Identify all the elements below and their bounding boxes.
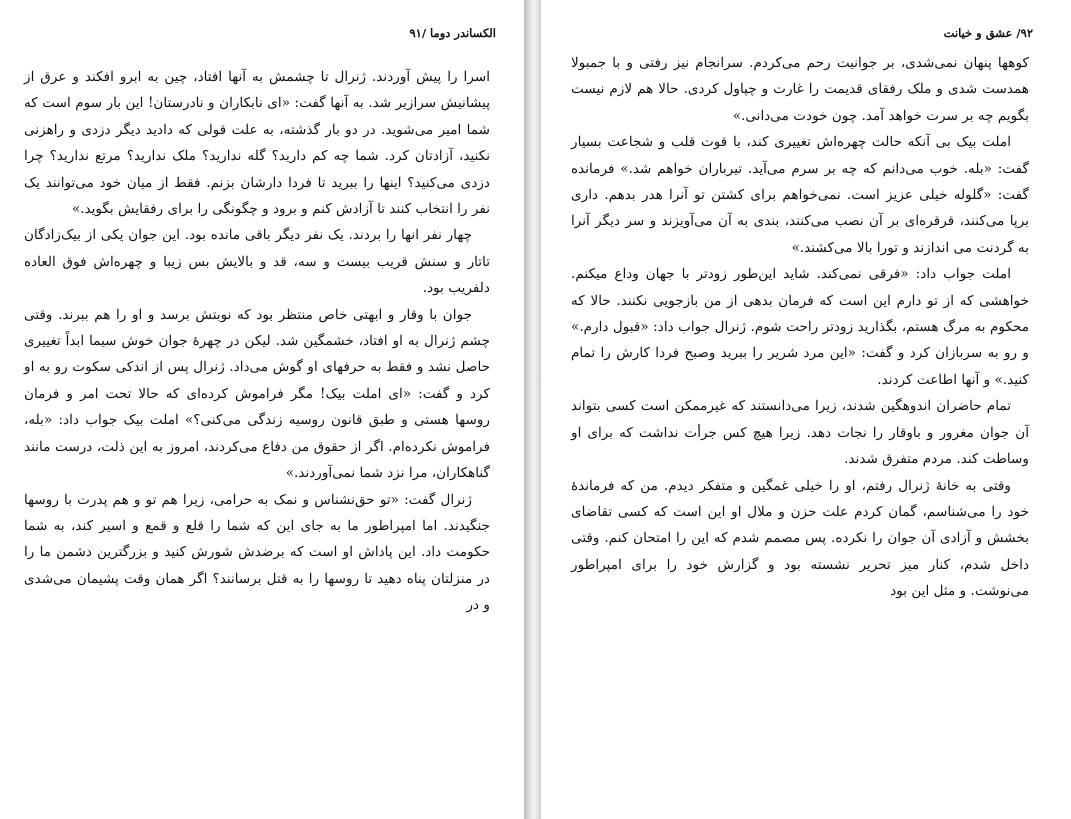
left-page-header: الکساندر دوما /۹۱ <box>409 26 496 40</box>
right-page <box>541 0 1071 819</box>
right-paragraph-2: املت بیک بی آنکه حالت چهره‌اش تغییری کند، با قوت قلب و شجاعت بسیار گفت: «بله. خوب می‌دانم که چه بر سرم می‌آید. تیرباران خواهم شد.» فرمانده گفت: «گلوله خیلی عزیز است. نمی‌خواهم برای کشتن تو آنرا هدر بدهم. داری برپا می‌کنند، قرقره‌ای بر آن نصب می‌کنند، بندی به آن می‌آویزند و سر دیگر آنرا به گردنت می اندازند و تورا بالا می‌کشند.» <box>571 134 1029 256</box>
right-page-body <box>571 50 1029 605</box>
left-page-body <box>24 64 490 619</box>
left-paragraph-2: چهار نفر انها را بردند. یک نفر دیگر باقی مانده بود. این جوان یکی از بیک‌زادگان تاتار و سنش قریب بیست و سه، قد و بالایش بس زیبا و چهره‌اش فوق العاده دلفریب بود. <box>24 227 490 297</box>
right-paragraph-1: کوهها پنهان نمی‌شدی، بر جوانیت رحم می‌کردم. سرانجام نیز رفتی و با جمبولا همدست شدی و ملک رفقای قدیمت را غارت و چپاول کردی. حالا هم لازم نیست بگویم چه بر سرت خواهد آمد. چون خودت می‌دانی.» <box>571 55 1029 124</box>
book-spine <box>524 0 541 819</box>
right-paragraph-5: وقتی به خانهٔ ژنرال رفتم، او را خیلی غمگین و متفکر دیدم. من که فرماندهٔ خود را می‌شناسم، گمان کردم علت حزن و ملال او این است که کسی تقاضای بخشش و آزادی آن جوان را نکرده. پس مصمم شدم که این را امتحان کنم. وقتی داخل شدم، کنار میز تحریر نشسته بود و گزارش خود را برای امپراطور می‌نوشت. و مثل این بود <box>571 477 1029 600</box>
left-paragraph-3: جوان با وقار و ابهتی خاص منتظر بود که نوبتش برسد و او را هم ببرند. وقتی چشم ژنرال به او افتاد، خشمگین شد. لیکن در چهرهٔ جوان خوش سیما ابداً تغییری حاصل نشد و فقط به حرفهای او گوش می‌داد. ژنرال پس از اندکی سکوت رو به او کرد و گفت: «ای املت بیک! مگر فراموش کرده‌ای که حالا تحت امر و فرمان روسها هستی و طبق قانون روسیه زندگی می‌کنی؟» املت بیک جواب داد: «بله، فراموش نکرده‌ام. اگر از حقوق من دفاع می‌کردند، امروز به این ذلت، درست مانند گناهکاران، مرا نزد شما نمی‌آوردند.» <box>24 306 490 482</box>
left-paragraph-4: ژنرال گفت: «تو حق‌نشناس و نمک به حرامی، زیرا هم تو و هم پدرت با روسها جنگیدند. اما امپراطور ما به جای این که شما را قلع و قمع و اسیر کند، به شما حکومت داد. این پاداش او است که برضدش شورش کنید و بزرگترین دشمن ما را در منزلتان پناه دهید تا روسها را به قتل برسانند؟ اگر همان وقت پشیمان می‌شدی و در <box>24 491 490 614</box>
left-page <box>0 0 524 819</box>
left-paragraph-1: اسرا را پیش آوردند. ژنرال تا چشمش به آنها افتاد، چین به ابرو افکند و عرق از پیشانیش سرازیر شد. به آنها گفت: «ای نابکاران و نادرستان! این بار سوم است که شما امیر می‌شوید. در دو بار گذشته، به علت قولی که دادید دیگر دزدی و راهزنی نکنید، آزادتان کرد. شما چه کم دارید؟ گله ندارید؟ ملک ندارید؟ مرتع ندارید؟ چرا دزدی می‌کنید؟ اینها را ببرید تا فردا دارشان بزنم. فقط از میان خود می‌توانند یک نفر را انتخاب کنند تا آزادش کنم و برود و چگونگی را برای رفقایش بگوید.» <box>24 69 490 218</box>
right-page-header: ۹۲/ عشق و خیانت <box>943 26 1033 40</box>
right-paragraph-3: املت جواب داد: «فرقی نمی‌کند. شاید این‌طور زودتر با جهان وداع میکنم. خواهشی که از تو دارم این است که فرمان بدهی از من بازجویی نکنند. حالا که محکوم به مرگ هستم، بگذارید زودتر راحت شوم. ژنرال جواب داد: «قبول دارم.» و رو به سربازان کرد و گفت: «این مرد شریر را ببرید وصبح فردا کارش را تمام کنید.» و آنها اطاعت کردند. <box>571 266 1029 388</box>
right-paragraph-4: تمام حاضران اندوهگین شدند، زیرا می‌دانستند که غیرممکن است کسی بتواند آن جوان مغرور و باوقار را نجات دهد. زیرا هیچ کس جرأت نداشت که برای او وساطت کند. مردم متفرق شدند. <box>571 398 1029 468</box>
